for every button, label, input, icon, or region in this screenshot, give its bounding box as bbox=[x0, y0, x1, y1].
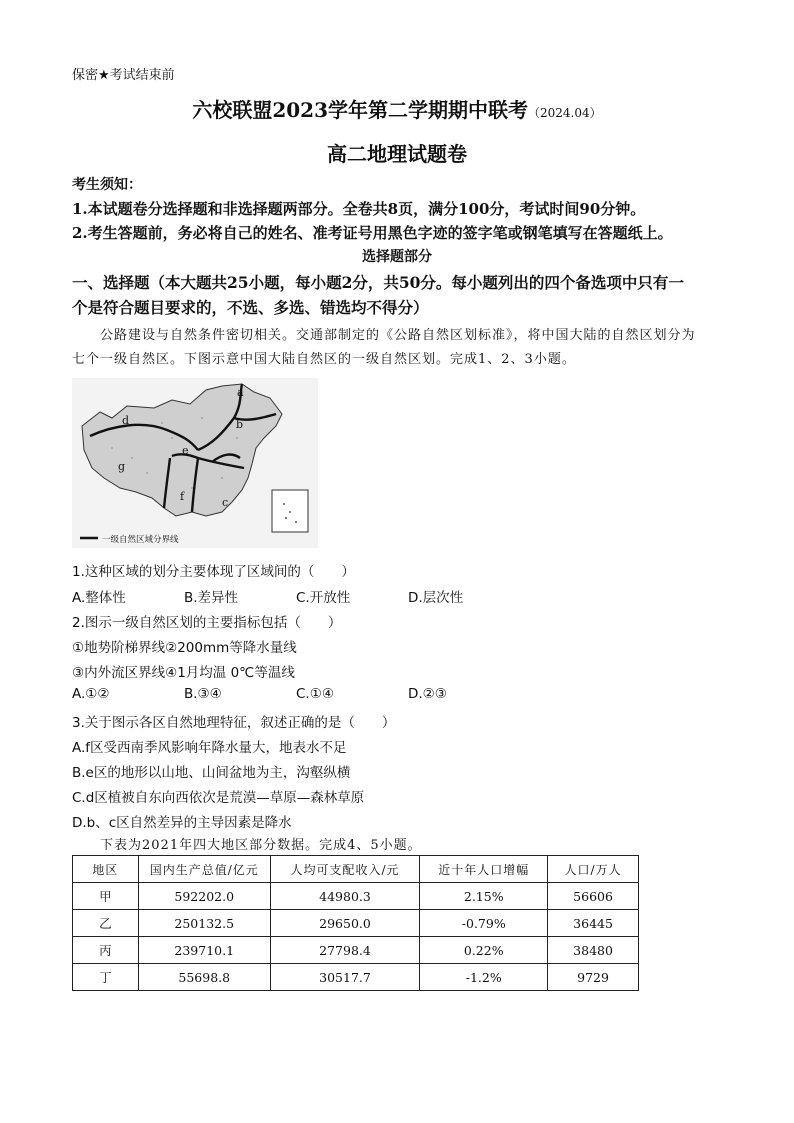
q2-option-b[interactable]: B.③④ bbox=[184, 686, 222, 702]
cell-region: 乙 bbox=[73, 910, 139, 937]
cell-population: 38480 bbox=[548, 937, 639, 964]
zone-label-e: e bbox=[182, 444, 189, 457]
notice-heading: 考生须知： bbox=[72, 177, 142, 193]
table-row bbox=[73, 937, 639, 964]
cell-income: 30517.7 bbox=[270, 964, 420, 991]
zone-label-c: c bbox=[222, 496, 229, 509]
part1-heading-line1: 一、选择题（本大题共25小题，每小题2分，共50分。每小题列出的四个备选项中只有一 bbox=[72, 273, 684, 292]
cell-growth: 2.15% bbox=[420, 883, 548, 910]
cell-gdp: 239710.1 bbox=[138, 937, 270, 964]
q3-option-d[interactable]: D.b、c区自然差异的主导因素是降水 bbox=[72, 815, 292, 831]
cell-income: 29650.0 bbox=[270, 910, 420, 937]
cell-population: 36445 bbox=[548, 910, 639, 937]
cell-region: 丙 bbox=[73, 937, 139, 964]
exam-title bbox=[0, 94, 794, 123]
table-row bbox=[73, 910, 639, 937]
exam-title-text: 六校联盟2023学年第二学期期中联考 bbox=[192, 98, 529, 122]
cell-gdp: 55698.8 bbox=[138, 964, 270, 991]
china-natural-zones-map bbox=[72, 378, 318, 548]
cell-growth: -1.2% bbox=[420, 964, 548, 991]
q2-option-d[interactable]: D.②③ bbox=[408, 686, 447, 702]
q1-option-d[interactable]: D.层次性 bbox=[408, 590, 464, 606]
cell-growth: 0.22% bbox=[420, 937, 548, 964]
table-row bbox=[73, 964, 639, 991]
cell-population: 9729 bbox=[548, 964, 639, 991]
notice-item-2: 2.考生答题前，务必将自己的姓名、准考证号用黑色字迹的签字笔或钢笔填写在答题纸上。 bbox=[72, 224, 673, 242]
cell-region: 甲 bbox=[73, 883, 139, 910]
q3-option-b[interactable]: B.e区的地形以山地、山间盆地为主，沟壑纵横 bbox=[72, 765, 351, 781]
q1-option-a[interactable]: A.整体性 bbox=[72, 590, 126, 606]
q3-stem: 3.关于图示各区自然地理特征，叙述正确的是（ ） bbox=[72, 715, 396, 731]
header-gdp: 国内生产总值/亿元 bbox=[138, 856, 270, 883]
zone-label-b: b bbox=[236, 418, 244, 431]
intro2-text: 下表为2021年四大地区部分数据。完成4、5小题。 bbox=[100, 838, 422, 853]
header-region: 地区 bbox=[73, 856, 139, 883]
cell-gdp: 250132.5 bbox=[138, 910, 270, 937]
confidential-note: 保密★考试结束前 bbox=[72, 68, 175, 83]
cell-population: 56606 bbox=[548, 883, 639, 910]
q2-option-a[interactable]: A.①② bbox=[72, 686, 110, 702]
header-growth: 近十年人口增幅 bbox=[420, 856, 548, 883]
table-header-row bbox=[73, 856, 639, 883]
cell-income: 27798.4 bbox=[270, 937, 420, 964]
notice-item-1: 1.本试题卷分选择题和非选择题两部分。全卷共8页，满分100分，考试时间90分钟。 bbox=[72, 200, 646, 218]
zone-label-d: d bbox=[122, 414, 130, 427]
cell-income: 44980.3 bbox=[270, 883, 420, 910]
zone-label-g: g bbox=[118, 460, 126, 473]
regional-data-table bbox=[72, 855, 639, 991]
intro1-line2: 七个一级自然区。下图示意中国大陆自然区的一级自然区划。完成1、2、3小题。 bbox=[72, 352, 576, 367]
cell-gdp: 592202.0 bbox=[138, 883, 270, 910]
table-row bbox=[73, 883, 639, 910]
legend-text: 一级自然区域分界线 bbox=[102, 535, 179, 545]
q2-option-c[interactable]: C.①④ bbox=[296, 686, 334, 702]
q1-option-c[interactable]: C.开放性 bbox=[296, 590, 351, 606]
cell-growth: -0.79% bbox=[420, 910, 548, 937]
q3-option-c[interactable]: C.d区植被自东向西依次是荒漠—草原—森林草原 bbox=[72, 790, 365, 806]
zone-label-a: a bbox=[237, 386, 244, 399]
cell-region: 丁 bbox=[73, 964, 139, 991]
q1-stem: 1.这种区域的划分主要体现了区域间的（ ） bbox=[72, 564, 355, 580]
q1-option-b[interactable]: B.差异性 bbox=[184, 590, 239, 606]
zone-label-f: f bbox=[180, 490, 185, 503]
q3-option-a[interactable]: A.f区受西南季风影响年降水量大，地表水不足 bbox=[72, 740, 347, 756]
header-income: 人均可支配收入/元 bbox=[270, 856, 420, 883]
q2-statement-line2: ③内外流区界线④1月均温 0℃等温线 bbox=[72, 665, 295, 681]
q2-statement-line1: ①地势阶梯界线②200mm等降水量线 bbox=[72, 640, 297, 656]
exam-subtitle: 高二地理试题卷 bbox=[327, 142, 467, 166]
part1-heading-line2: 个是符合题目要求的，不选、多选、错选均不得分） bbox=[72, 298, 429, 317]
q2-stem: 2.图示一级自然区划的主要指标包括（ ） bbox=[72, 615, 342, 631]
exam-date: （2024.04） bbox=[528, 106, 602, 120]
header-population: 人口/万人 bbox=[548, 856, 639, 883]
section-title: 选择题部分 bbox=[362, 249, 432, 265]
intro1-line1: 公路建设与自然条件密切相关。交通部制定的《公路自然区划标准》，将中国大陆的自然区划分为 bbox=[100, 328, 696, 343]
